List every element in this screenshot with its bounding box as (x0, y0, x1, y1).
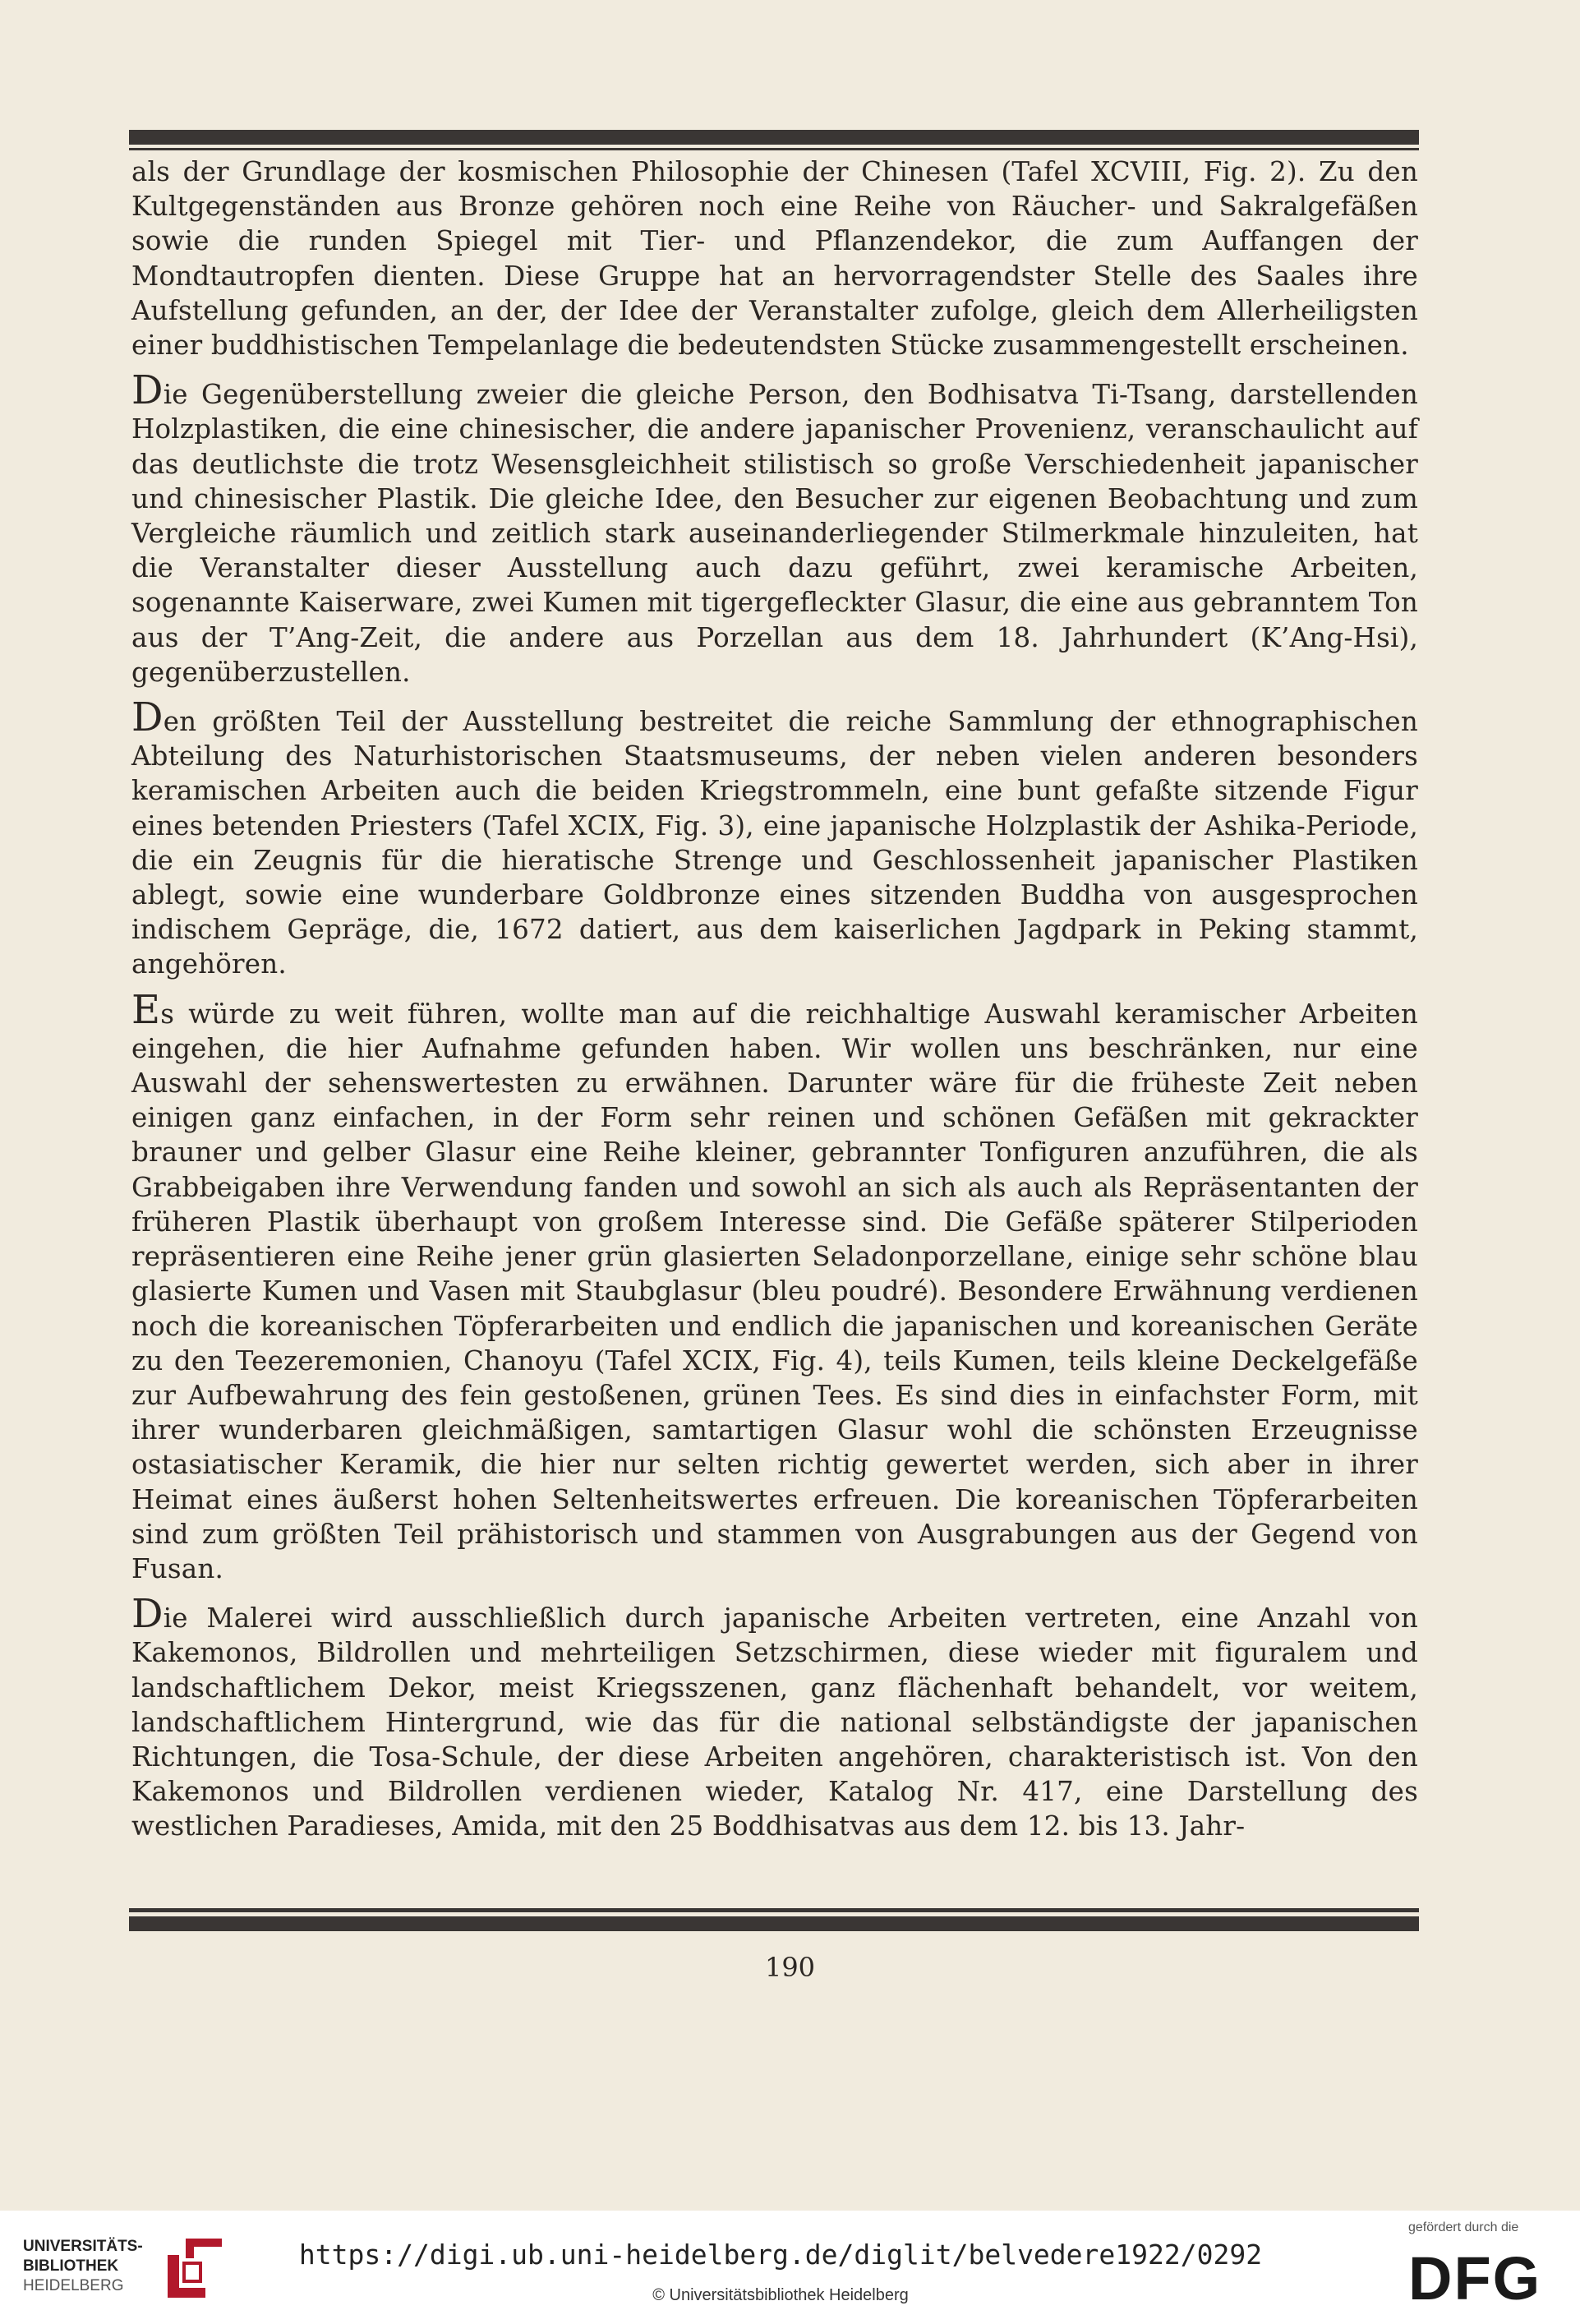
drop-capital: D (131, 367, 164, 414)
drop-capital: E (131, 986, 161, 1033)
paragraph-5: Die Malerei wird ausschließlich durch japanische Arbeiten vertreten, eine Anzahl von Kakemonos, Bildrollen und mehrteiligen Setzschirmen, diese wieder mit figuralem und landschaftlichem Dekor, meist Kriegsszenen, ganz flächenhaft behandelt, vor weitem, landschaftlichem Hintergrund, wie das für die national selbständigste der japanischen Richtungen, die Tosa-Schule, der diese Arbeiten angehören, charakteristisch ist. Von den Kakemonos und Bildrollen verdienen wieder, Katalog Nr. 417, eine Darstellung des westlichen Paradieses, Amida, mit den 25 Boddhisatvas aus dem 12. bis 13. Jahr- (131, 1591, 1418, 1842)
library-name-line2: BIBLIOTHEK (23, 2257, 119, 2275)
paragraph-1: als der Grundlage der kosmischen Philosophie der Chinesen (Tafel XCVIII, Fig. 2). Zu den Kultgegenständen aus Bronze gehören noch eine Reihe von Räucher- und Sakralgefäßen sowie die runden Spiegel mit Tier- und Pflanzendekor, die zum Auffangen der Mondtautropfen dienten. Diese Gruppe hat an hervorragendster Stelle des Saales ihre Aufstellung gefunden, an der, der Idee der Veranstalter zufolge, gleich dem Allerheiligsten einer buddhistischen Tempelanlage die bedeutendsten Stücke zusammengestellt erscheinen. (131, 156, 1418, 362)
permalink-url[interactable]: https://digi.ub.uni-heidelberg.de/diglit/belvedere1922/0292 (298, 2239, 1263, 2271)
body-text (131, 154, 1418, 1859)
top-rule (129, 130, 1419, 145)
funding-label: gefördert durch die (1408, 2220, 1519, 2234)
paragraph-4: Es würde zu weit führen, wollte man auf die reichhaltige Auswahl keramischer Arbeiten eingehen, die hier Aufnahme gefunden haben. Wir wollen uns beschränken, nur eine Auswahl der sehenswertesten zu erwähnen. Darunter wäre für die früheste Zeit neben einigen ganz einfachen, in der Form sehr reinen und schönen Gefäßen mit gekrackter brauner und gelber Glasur eine Reihe kleiner, gebrannter Tonfiguren anzuführen, die als Grabbeigaben ihre Verwendung fanden und sowohl an sich als auch als Repräsentanten der früheren Plastik überhaupt von großem Interesse sind. Die Gefäße späterer Stilperioden repräsentieren eine Reihe jener grün glasierten Seladonporzellane, einige sehr schöne blau glasierte Kumen und Vasen mit Staubglasur (bleu poudré). Besondere Erwähnung verdienen noch die koreanischen Töpferarbeiten und endlich die japanischen und koreanischen Geräte zu den Teezeremonien, Chanoyu (Tafel XCIX, Fig. 4), teils Kumen, teils kleine Deckelgefäße zur Aufbewahrung des fein gestoßenen, grünen Tees. Es sind dies in einfachster Form, mit ihrer wunderbaren gleichmäßigen, samtartigen Glasur wohl die schönsten Erzeugnisse ostasiatischer Keramik, die hier nur selten richtig gewertet werden, sich aber in ihrer Heimat eines äußerst hohen Seltenheitswertes erfreuen. Die koreanischen Töpferarbeiten sind zum größten Teil prähistorisch und stammen von Ausgrabungen aus der Gegend von Fusan. (131, 986, 1418, 1584)
copyright-notice: © Universitätsbibliothek Heidelberg (652, 2286, 909, 2304)
library-mark-icon (163, 2234, 228, 2303)
paragraph-2: Die Gegenüberstellung zweier die gleiche Person, den Bodhisatva Ti-Tsang, darstellenden Holzplastiken, die eine chinesischer, die andere japanischer Provenienz, veranschaulicht auf das deutlichste die trotz Wesensgleichheit stilistisch so große Verschiedenheit japanischer und chinesischer Plastik. Die gleiche Idee, den Besucher zur eigenen Beobachtung und zum Vergleiche räumlich und zeitlich stark auseinanderliegender Stilmerkmale hinzuleiten, hat die Veranstalter dieser Ausstellung auch dazu geführt, zwei keramische Arbeiten, sogenannte Kaiserware, zwei Kumen mit tigergefleckter Glasur, die eine aus gebranntem Ton aus der T’Ang-Zeit, die andere aus Porzellan aus dem 18. Jahrhundert (K’Ang-Hsi), gegenüberzustellen. (131, 367, 1418, 688)
drop-capital: D (131, 694, 164, 741)
drop-capital: D (131, 1591, 164, 1638)
library-name-line3: HEIDELBERG (23, 2277, 124, 2294)
svg-text:DFG: DFG (1408, 2245, 1542, 2309)
dfg-logo-icon (1403, 2245, 1559, 2309)
library-logo[interactable] (23, 2234, 245, 2308)
paragraph-3: Den größten Teil der Ausstellung bestreitet die reiche Sammlung der ethnographischen Abteilung des Naturhistorischen Staatsmuseums, der neben vielen anderen besonders keramischen Arbeiten auch die beiden Kriegstrommeln, eine bunt gefaßte sitzende Figur eines betenden Priesters (Tafel XCIX, Fig. 3), eine japanische Holzplastik der Ashika-Periode, die ein Zeugnis für die hieratische Strenge und Geschlossenheit japanischer Plastiken ablegt, sowie eine wunderbare Goldbronze eines sitzenden Buddha von ausgesprochen indischem Gepräge, die, 1672 datiert, aus dem kaiserlichen Jagdpark in Peking stammt, angehören. (131, 694, 1418, 980)
bottom-rule (129, 1908, 1419, 1931)
viewer-footer (0, 2211, 1580, 2324)
library-name-line1: UNIVERSITÄTS- (23, 2238, 143, 2255)
dfg-funding[interactable] (1397, 2220, 1561, 2315)
page-number: 190 (764, 1952, 816, 1983)
